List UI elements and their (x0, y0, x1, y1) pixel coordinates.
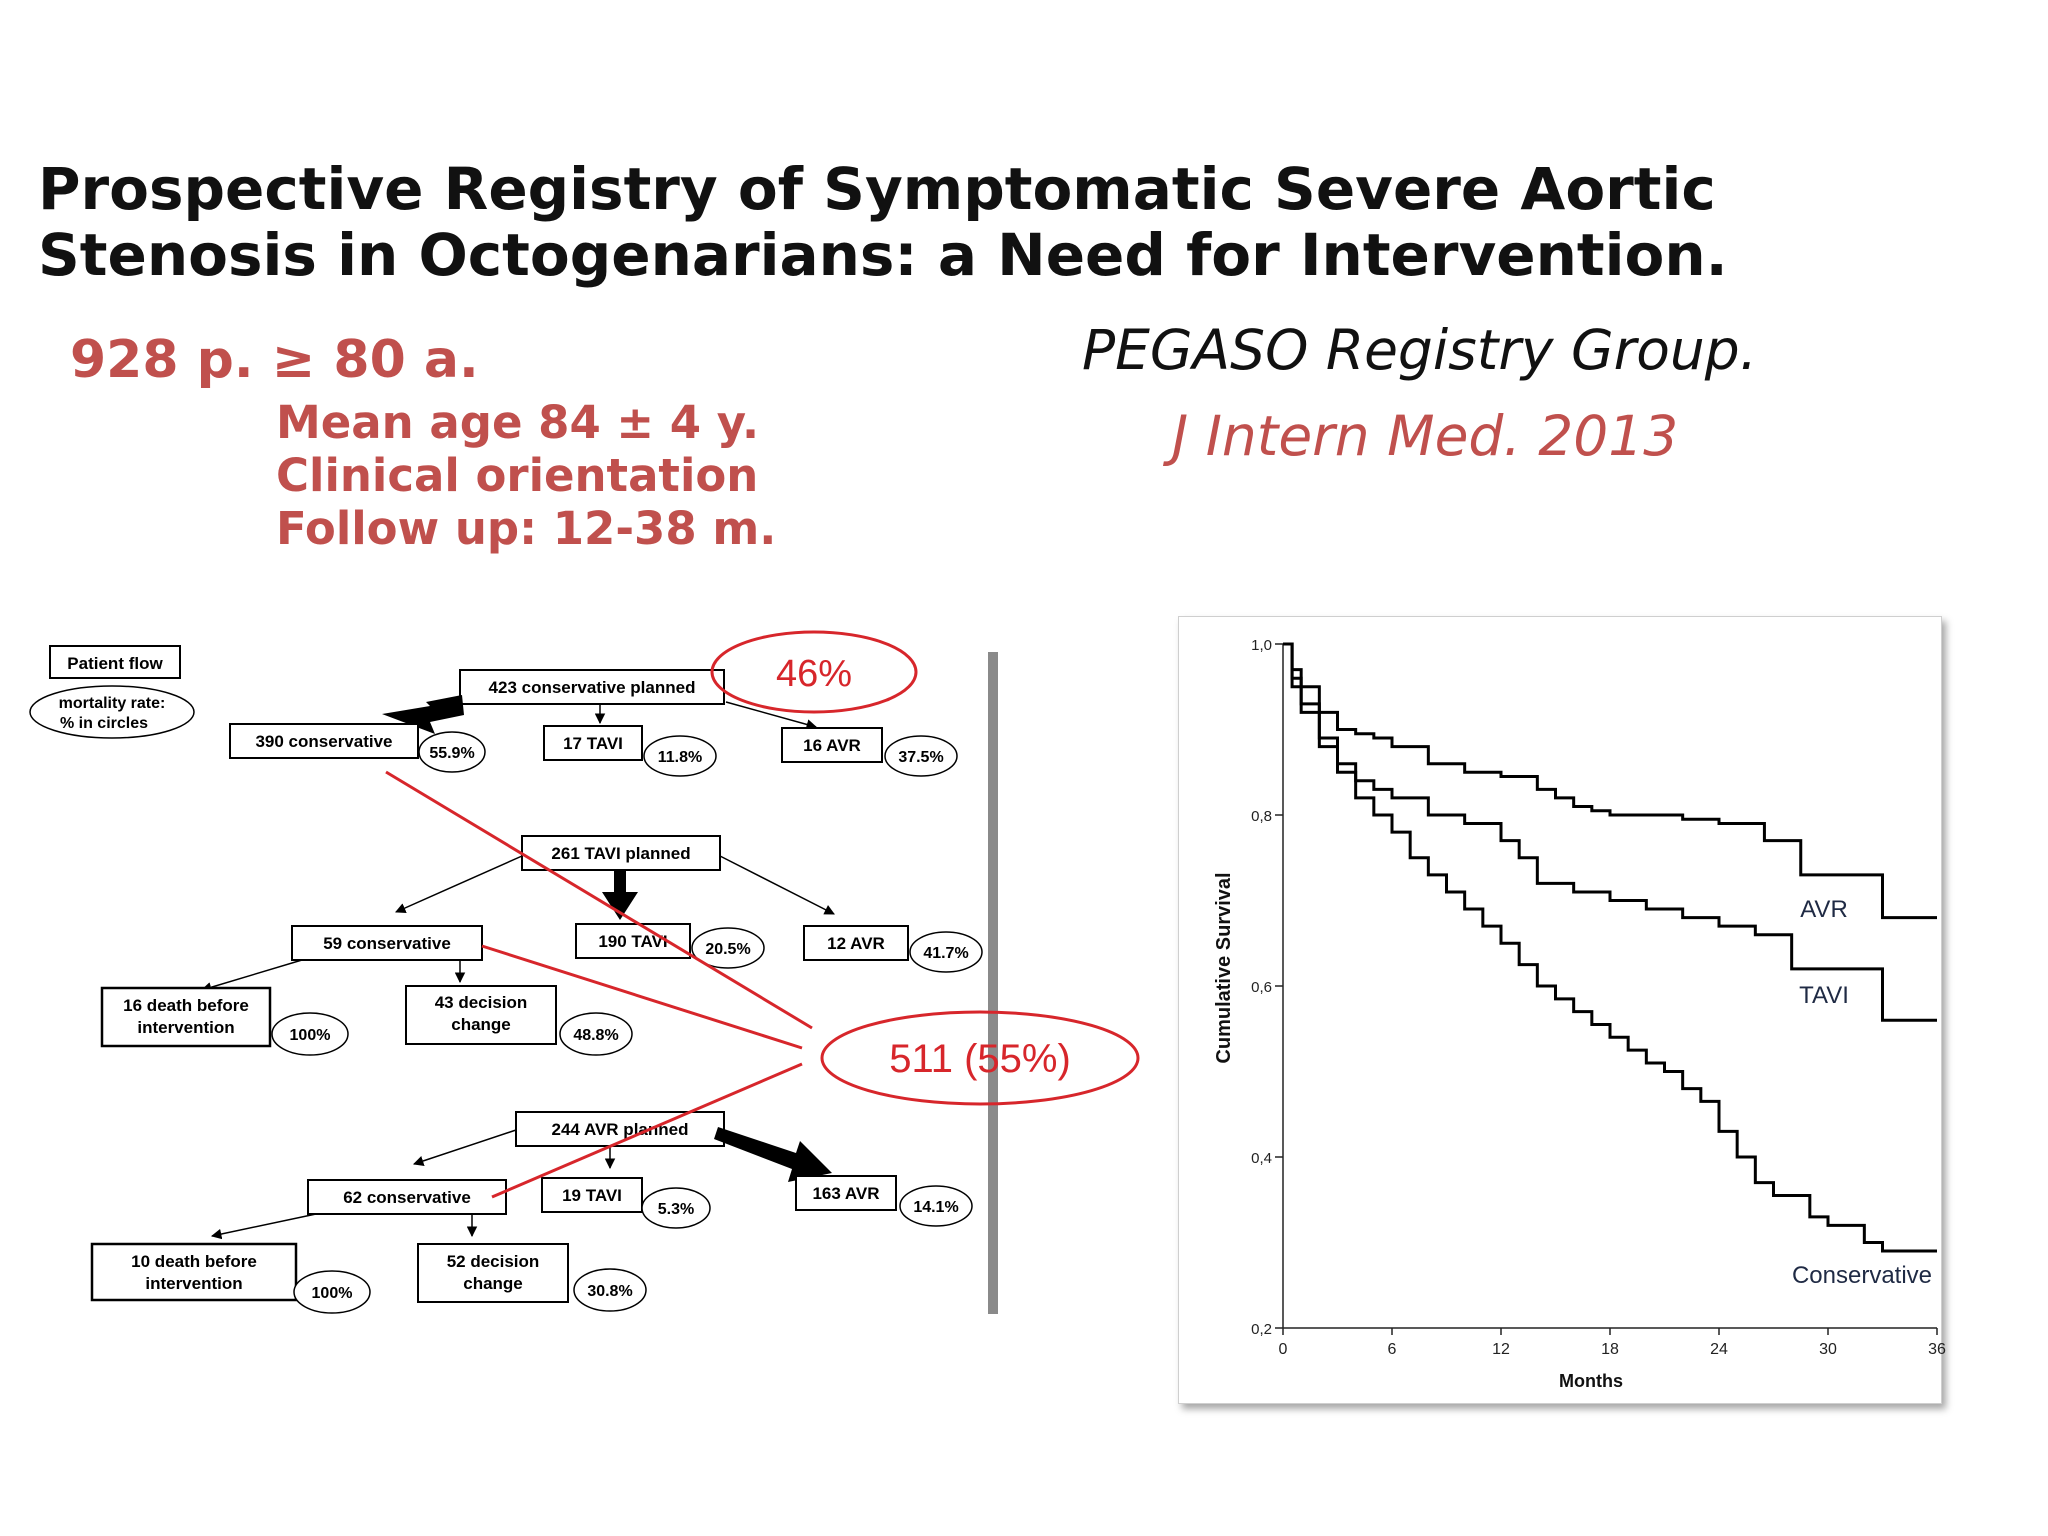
y-tick-label: 0,4 (1251, 1150, 1272, 1167)
rate-conservative-390: 55.9% (429, 745, 475, 762)
arrow-to-avr16 (726, 702, 816, 727)
rate-death-16: 100% (289, 1027, 331, 1044)
chart-series (1283, 644, 1937, 1251)
patient-flow-svg (16, 630, 1140, 1320)
node-tavi-17-label: 17 TAVI (563, 734, 623, 753)
x-tick-label: 36 (1928, 1341, 1946, 1358)
node-conservative-390-label: 390 conservative (255, 732, 393, 751)
node-tavi-190-label: 190 TAVI (598, 932, 668, 951)
node-death-10-line2: intervention (145, 1274, 243, 1293)
y-axis-label: Cumulative Survival (1213, 872, 1235, 1064)
arrow-to-death10 (212, 1214, 316, 1236)
slide-title (38, 156, 1938, 288)
detail-follow-up: Follow up: 12-38 m. (276, 502, 777, 555)
cohort-size: 928 p. ≥ 80 a. (70, 330, 479, 390)
patient-flow-diagram (16, 630, 1140, 1320)
y-tick-label: 0,2 (1251, 1321, 1272, 1338)
node-avr-planned-label: 244 AVR planned (551, 1120, 689, 1139)
rate-death-10: 100% (311, 1285, 353, 1302)
series-label-conservative: Conservative (1791, 1262, 1933, 1289)
node-avr-12-label: 12 AVR (827, 934, 885, 953)
detail-mean-age: Mean age 84 ± 4 y. (276, 396, 760, 449)
series-label-tavi: TAVI (1799, 982, 1849, 1009)
series-line-conservative (1283, 644, 1937, 1251)
x-axis-label: Months (1559, 1371, 1623, 1391)
highlight-511-label: 511 (55%) (889, 1037, 1071, 1081)
legend-title: Patient flow (67, 654, 163, 673)
arrow-to-62 (414, 1130, 516, 1164)
y-tick-label: 0,8 (1251, 808, 1272, 825)
node-avr-16-label: 16 AVR (803, 736, 861, 755)
rate-tavi-19: 5.3% (657, 1201, 695, 1218)
node-death-16-line1: 16 death before (123, 996, 249, 1015)
journal-citation: J Intern Med. 2013 (1172, 404, 1679, 468)
registry-group: PEGASO Registry Group. (1082, 318, 1758, 382)
node-conservative-planned-label: 423 conservative planned (488, 678, 696, 697)
legend-note-2: % in circles (59, 715, 149, 732)
detail-orientation: Clinical orientation (276, 449, 759, 502)
node-death-10-line1: 10 death before (131, 1252, 257, 1271)
chart-series-labels (1792, 896, 1932, 1289)
node-avr-163-label: 163 AVR (812, 1184, 880, 1203)
series-label-avr: AVR (1800, 896, 1848, 923)
survival-chart-svg (1179, 617, 1946, 1403)
rate-avr-163: 14.1% (913, 1199, 959, 1216)
x-tick-label: 18 (1601, 1341, 1619, 1358)
survival-chart-panel (1178, 616, 1946, 1404)
node-conservative-59-label: 59 conservative (323, 934, 451, 953)
rate-avr-12: 41.7% (923, 945, 969, 962)
arrow-to-59 (396, 856, 522, 912)
x-tick-label: 6 (1387, 1341, 1397, 1358)
node-tavi-19-label: 19 TAVI (562, 1186, 622, 1205)
node-tavi-planned-label: 261 TAVI planned (551, 844, 691, 863)
arrow-to-death16 (202, 960, 302, 990)
legend-note-1: mortality rate: (58, 695, 166, 712)
highlight-46-label: 46% (775, 653, 853, 695)
node-conservative-62-label: 62 conservative (343, 1188, 471, 1207)
x-tick-label: 12 (1492, 1341, 1510, 1358)
x-tick-label: 30 (1819, 1341, 1837, 1358)
rate-tavi-17: 11.8% (657, 749, 703, 766)
node-decision-43-line1: 43 decision (434, 993, 528, 1012)
y-tick-label: 1,0 (1251, 637, 1272, 654)
rate-avr-16: 37.5% (898, 749, 944, 766)
series-line-tavi (1283, 644, 1937, 1020)
rate-tavi-190: 20.5% (705, 941, 751, 958)
y-tick-label: 0,6 (1251, 979, 1272, 996)
series-line-avr (1283, 644, 1937, 918)
rate-decision-43: 48.8% (573, 1027, 619, 1044)
node-decision-52-line2: change (463, 1274, 523, 1293)
title-line-2: Stenosis in Octogenarians: a Need for Intervention. (38, 221, 1728, 289)
arrow-to-avr12 (720, 856, 834, 914)
node-death-16-line2: intervention (137, 1018, 235, 1037)
node-decision-52-line1: 52 decision (446, 1252, 540, 1271)
divider-bar (988, 652, 998, 1314)
study-details (276, 396, 776, 555)
x-tick-label: 24 (1710, 1341, 1728, 1358)
arrow-to-avr163 (714, 1127, 832, 1182)
rate-decision-52: 30.8% (587, 1283, 633, 1300)
x-tick-label: 0 (1278, 1341, 1288, 1358)
title-line-1: Prospective Registry of Symptomatic Severe Aortic (38, 155, 1716, 223)
node-decision-43-line2: change (451, 1015, 511, 1034)
